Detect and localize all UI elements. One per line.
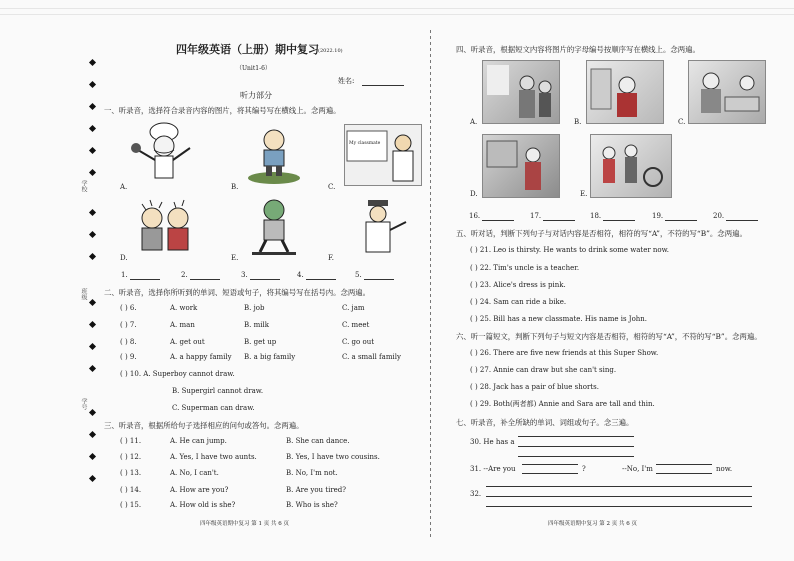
exam-title: 四年级英语（上册）期中复习 bbox=[176, 43, 319, 56]
right-page-footer: 四年级英语期中复习 第 2 页 共 6 页 bbox=[548, 521, 637, 527]
q22-statement: ( ) 22. Tim's uncle is a teacher. bbox=[470, 264, 580, 272]
q8-option-c: C. go out bbox=[342, 338, 375, 346]
q15-number: ( ) 15. bbox=[120, 501, 142, 509]
story-label-b: B. bbox=[574, 118, 582, 126]
story-label-c: C. bbox=[678, 118, 686, 126]
unit-range: （Unit1-6） bbox=[236, 65, 271, 72]
q11-option-a: A. He can jump. bbox=[170, 437, 227, 445]
pic-label-c: C. bbox=[328, 183, 336, 191]
q7-option-a: A. man bbox=[170, 321, 195, 329]
page-fold-line bbox=[430, 30, 431, 540]
pic-label-a: A. bbox=[120, 183, 128, 191]
q27-statement: ( ) 27. Annie can draw but she can't sing. bbox=[470, 366, 617, 374]
margin-class-label: 班级 bbox=[80, 288, 87, 300]
q31-line-1a[interactable] bbox=[522, 456, 578, 465]
two-children-cartoon bbox=[128, 196, 202, 260]
answer-blank-3[interactable] bbox=[250, 271, 280, 280]
answer-blank-16[interactable] bbox=[482, 212, 514, 221]
blank-label-4: 4. bbox=[297, 271, 304, 279]
q31-line-2a[interactable] bbox=[656, 456, 712, 465]
margin-school-label: 学校 bbox=[80, 180, 87, 192]
q14-option-b: B. Are you tired? bbox=[286, 486, 347, 494]
q11-number: ( ) 11. bbox=[120, 437, 142, 445]
q31-line-2b[interactable] bbox=[656, 465, 712, 474]
q31-question-mark: ? bbox=[582, 465, 586, 473]
q9-option-b: B. a big family bbox=[244, 353, 296, 361]
q32-line-1[interactable] bbox=[486, 478, 752, 487]
section-7-instruction: 七、听录音，补全所缺的单词、词组或句子。念三遍。 bbox=[456, 418, 634, 427]
q8-option-b: B. get up bbox=[244, 338, 277, 346]
name-field[interactable] bbox=[362, 77, 404, 86]
q13-option-a: A. No, I can't. bbox=[170, 469, 219, 477]
q25-statement: ( ) 25. Bill has a new classmate. His name is John. bbox=[470, 315, 648, 323]
q21-statement: ( ) 21. Leo is thirsty. He wants to drink some water now. bbox=[470, 246, 670, 254]
section-2-instruction: 二、听录音，选择你所听到的单词、短语或句子，将其编号写在括号内。念两遍。 bbox=[104, 288, 371, 297]
q13-option-b: B. No, I'm not. bbox=[286, 469, 338, 477]
crying-boy-cartoon bbox=[246, 124, 302, 184]
name-label: 姓名: bbox=[338, 77, 355, 85]
story-label-a: A. bbox=[470, 118, 478, 126]
q7-number: ( ) 7. bbox=[120, 321, 137, 329]
story-picture-d bbox=[482, 134, 560, 198]
answer-blank-18[interactable] bbox=[603, 212, 635, 221]
section-6-instruction: 六、听一篇短文，判断下列句子与短文内容是否相符，相符的写“A”，不符的写“B”。念两遍。 bbox=[456, 332, 762, 341]
q7-option-b: B. milk bbox=[244, 321, 269, 329]
blank-label-1: 1. bbox=[121, 271, 128, 279]
story-picture-b bbox=[586, 60, 664, 124]
left-page-footer: 四年级英语期中复习 第 1 页 共 6 页 bbox=[200, 521, 289, 527]
blank-label-18: 18. bbox=[590, 212, 602, 220]
blank-label-5: 5. bbox=[355, 271, 362, 279]
q12-option-a: A. Yes, I have two aunts. bbox=[170, 453, 257, 461]
exam-date: (2022.10) bbox=[318, 48, 343, 54]
q15-option-b: B. Who is she? bbox=[286, 501, 338, 509]
q28-statement: ( ) 28. Jack has a pair of blue shorts. bbox=[470, 383, 599, 391]
q9-number: ( ) 9. bbox=[120, 353, 137, 361]
answer-blank-2[interactable] bbox=[190, 271, 220, 280]
q14-option-a: A. How are you? bbox=[170, 486, 229, 494]
q31-prompt-b: --No, I'm bbox=[622, 465, 653, 473]
answer-blank-20[interactable] bbox=[726, 212, 758, 221]
q8-option-a: A. get out bbox=[170, 338, 205, 346]
answer-blank-5[interactable] bbox=[364, 271, 394, 280]
q13-number: ( ) 13. bbox=[120, 469, 142, 477]
q32-line-3[interactable] bbox=[486, 498, 752, 507]
q10-option-a: ( ) 10. A. Superboy cannot draw. bbox=[120, 370, 235, 378]
q6-option-c: C. jam bbox=[342, 304, 365, 312]
q9-option-c: C. a small family bbox=[342, 353, 401, 361]
q6-option-b: B. job bbox=[244, 304, 265, 312]
pic-label-f: F. bbox=[328, 254, 334, 262]
answer-blank-17[interactable] bbox=[543, 212, 575, 221]
q30-line-1[interactable] bbox=[518, 428, 634, 437]
chef-cartoon bbox=[126, 120, 200, 184]
teacher-picture bbox=[344, 124, 422, 186]
q10-option-b: B. Supergirl cannot draw. bbox=[172, 387, 264, 395]
q9-option-a: A. a happy family bbox=[170, 353, 232, 361]
listening-header: 听力部分 bbox=[240, 91, 272, 100]
q6-option-a: A. work bbox=[170, 304, 198, 312]
story-label-e: E. bbox=[580, 190, 588, 198]
pic-label-b: B. bbox=[231, 183, 239, 191]
section-3-instruction: 三、听录音，根据所给句子选择相应的问句或答句。念两遍。 bbox=[104, 421, 304, 430]
q26-statement: ( ) 26. There are five new friends at this Super Show. bbox=[470, 349, 659, 357]
q12-number: ( ) 12. bbox=[120, 453, 142, 461]
blank-label-20: 20. bbox=[713, 212, 725, 220]
answer-blank-1[interactable] bbox=[130, 271, 160, 280]
section-1-instruction: 一、听录音，选择符合录音内容的图片，将其编号写在横线上。念两遍。 bbox=[104, 106, 341, 115]
classmate-caption: My classmate bbox=[349, 141, 381, 146]
q31-line-1b[interactable] bbox=[522, 465, 578, 474]
answer-blank-19[interactable] bbox=[665, 212, 697, 221]
doctor-cartoon bbox=[348, 196, 412, 260]
pic-label-d: D. bbox=[120, 254, 128, 262]
q31-now: now. bbox=[716, 465, 733, 473]
blank-label-3: 3. bbox=[241, 271, 248, 279]
blank-label-19: 19. bbox=[652, 212, 664, 220]
story-label-d: D. bbox=[470, 190, 478, 198]
blank-label-2: 2. bbox=[181, 271, 188, 279]
story-picture-c bbox=[688, 60, 766, 124]
q32-line-2[interactable] bbox=[486, 488, 752, 497]
story-picture-e bbox=[590, 134, 672, 198]
q32-label: 32. bbox=[470, 490, 482, 498]
q15-option-a: A. How old is she? bbox=[170, 501, 236, 509]
q12-option-b: B. Yes, I have two cousins. bbox=[286, 453, 380, 461]
q11-option-b: B. She can dance. bbox=[286, 437, 350, 445]
section-5-instruction: 五、听对话，判断下列句子与对话内容是否相符，相符的写“A”，不符的写“B”。念两遍。 bbox=[456, 229, 747, 238]
q24-statement: ( ) 24. Sam can ride a bike. bbox=[470, 298, 567, 306]
q7-option-c: C. meet bbox=[342, 321, 370, 329]
binding-margin bbox=[90, 60, 96, 490]
q31-prompt-a: 31. --Are you bbox=[470, 465, 516, 473]
q29-statement: ( ) 29. Both(两者都) Annie and Sara are tall and thin. bbox=[470, 400, 655, 408]
q30-prompt: 30. He has a bbox=[470, 438, 515, 446]
blank-label-16: 16. bbox=[469, 212, 481, 220]
blank-label-17: 17. bbox=[530, 212, 542, 220]
answer-blank-4[interactable] bbox=[306, 271, 336, 280]
q6-number: ( ) 6. bbox=[120, 304, 137, 312]
section-4-instruction: 四、听录音，根据短文内容将图片的字母编号按顺序写在横线上。念两遍。 bbox=[456, 45, 700, 54]
q10-option-c: C. Superman can draw. bbox=[172, 404, 255, 412]
pic-label-e: E. bbox=[231, 254, 239, 262]
margin-number-label: 学号 bbox=[80, 398, 87, 410]
q14-number: ( ) 14. bbox=[120, 486, 142, 494]
skateboarder-cartoon bbox=[246, 196, 302, 260]
q23-statement: ( ) 23. Alice's dress is pink. bbox=[470, 281, 566, 289]
q8-number: ( ) 8. bbox=[120, 338, 137, 346]
story-picture-a bbox=[482, 60, 560, 124]
q30-line-2[interactable] bbox=[518, 438, 634, 447]
